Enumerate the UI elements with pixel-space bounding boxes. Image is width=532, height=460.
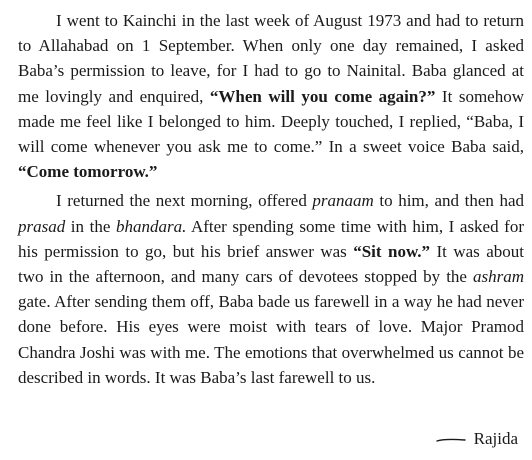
quote-when-will-you-come-again: “When will you come again?” [209,86,436,106]
quote-come-tomorrow: “Come tomorrow.” [18,162,158,182]
paragraph-2-text-2: to him, and then had [373,191,524,211]
paragraph-2-text-3: in the [65,216,116,236]
paragraph-1 [18,8,524,184]
paragraph-2-text-5: It was about two in the afternoon, and many cars of devotees stopped by the [18,241,525,287]
signature-name: Rajida [473,429,518,448]
quote-sit-now: “Sit now.” [353,241,431,261]
italic-pranaam: pranaam [312,191,374,211]
italic-bhandara: bhandara. [115,216,187,236]
paragraph-2-text-4: After spending some time with him, I asked for his permission to go, but his brief answer was [18,216,524,261]
paragraph-1-text-2: It somehow made me feel like I belonged to him. Deeply touched, I replied, “Baba, I will come whenever you ask me to come.” In a sweet voice Baba said, [18,86,524,157]
paragraph-2 [18,188,524,390]
signature-dash-icon [436,436,466,444]
signature [436,426,518,451]
paragraph-1-text-1: I went to Kainchi in the last week of August 1973 and had to return to Allahabad on 1 September. When only one day remained, I asked Baba’s permission to leave, for I had to go to Nainital. Baba glanced at me lovingly and enquired, [18,11,524,106]
paragraph-2-text-6: gate. After sending them off, Baba bade us farewell in a way he had never done before. His eyes were moist with tears of love. Major Pramod Chandra Joshi was with me. The emotions that overwhelmed us cannot be described in words. It was Baba’s last farewell to us. [18,292,524,387]
italic-prasad: prasad [18,216,66,236]
paragraph-2-text-1: I returned the next morning, offered [56,191,313,211]
italic-ashram: ashram [472,267,524,287]
